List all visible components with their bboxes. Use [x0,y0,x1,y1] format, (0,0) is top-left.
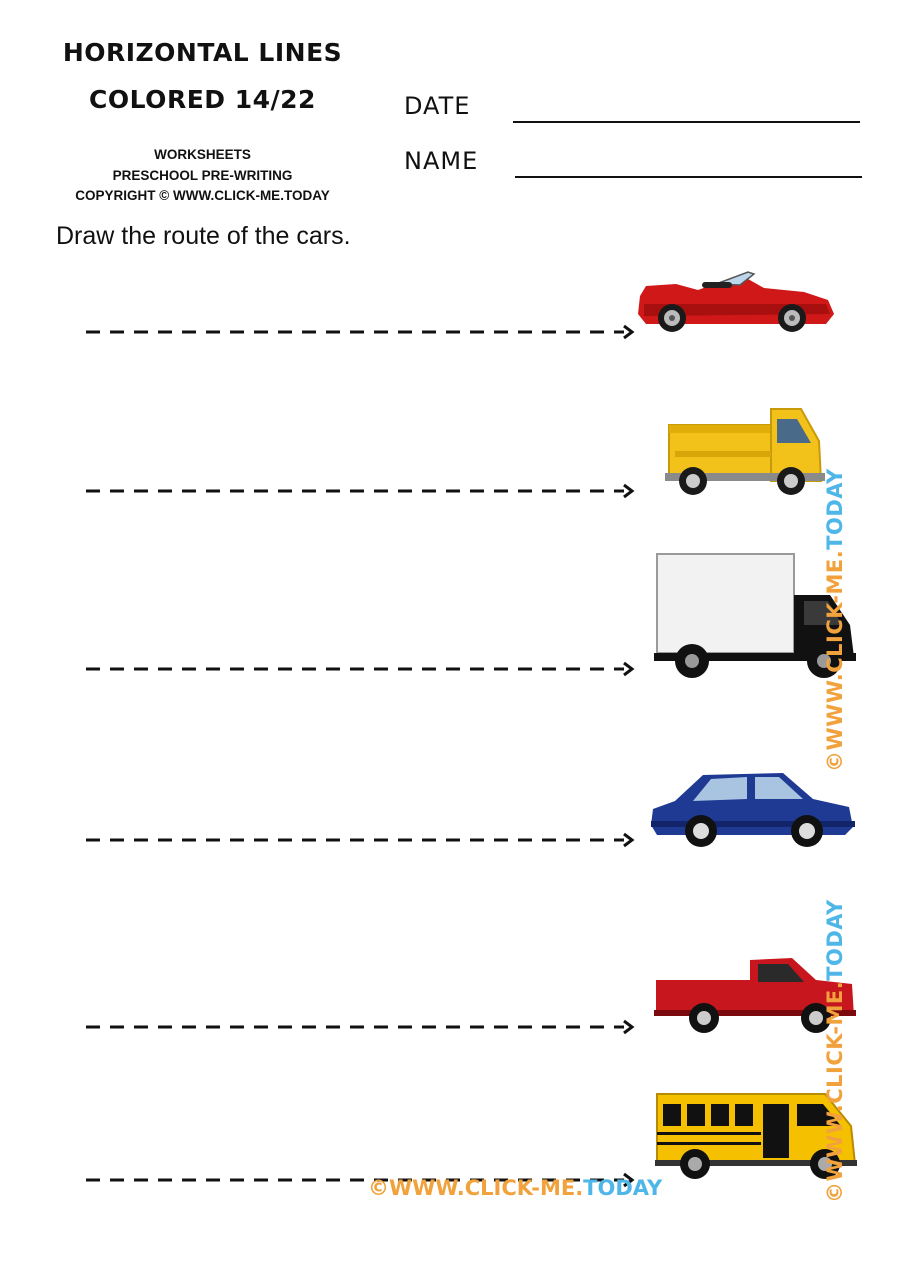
instruction-text: Draw the route of the cars. [56,222,351,250]
worksheet-copyright: COPYRIGHT © WWW.CLICK-ME.TODAY [75,188,330,203]
trace-line-3[interactable] [86,660,638,678]
trace-line-4[interactable] [86,831,638,849]
trace-line-5[interactable] [86,1018,638,1036]
yellow-pickup-truck-icon [665,407,825,499]
watermark-vertical-lower: ©WWW.CLICK-ME.TODAY [823,899,847,1203]
blue-sedan-icon [651,771,855,849]
red-sports-car-icon [636,270,836,334]
watermark-vertical-upper: ©WWW.CLICK-ME.TODAY [823,468,847,772]
worksheet-title-line1: HORIZONTAL LINES [62,38,343,67]
trace-line-1[interactable] [86,323,638,341]
name-label: NAME [404,147,479,175]
trace-line-2[interactable] [86,482,638,500]
watermark-horizontal: ©WWW.CLICK-ME.TODAY [368,1176,663,1200]
name-field-line[interactable] [515,176,862,178]
worksheet-category: WORKSHEETS [154,147,251,162]
date-label: DATE [404,92,471,120]
worksheet-title-line2: COLORED 14/22 [89,85,316,114]
date-field-line[interactable] [513,121,860,123]
worksheet-subject: PRESCHOOL PRE-WRITING [112,168,293,183]
